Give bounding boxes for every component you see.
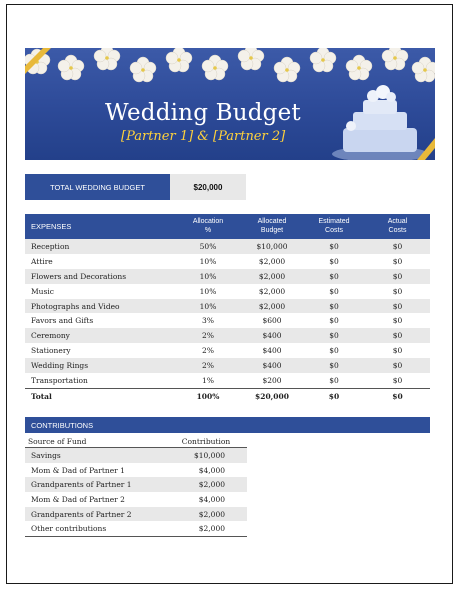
page-title: Wedding Budget xyxy=(105,100,301,126)
gold-ribbon-icon xyxy=(25,48,65,88)
fund-source[interactable]: Savings xyxy=(25,448,165,463)
expenses-header: EXPENSES xyxy=(25,214,175,239)
wedding-cake-icon xyxy=(325,78,435,160)
estimated-cost[interactable]: $0 xyxy=(303,269,365,284)
estimated-cost[interactable]: $0 xyxy=(303,299,365,314)
allocated-budget: $400 xyxy=(262,346,282,356)
list-item xyxy=(25,507,247,522)
contribution-amount[interactable]: $2,000 xyxy=(165,507,247,522)
estimated-cost[interactable]: $0 xyxy=(329,286,339,296)
fund-source[interactable]: Mom & Dad of Partner 1 xyxy=(31,465,125,475)
actual-cost[interactable]: $0 xyxy=(392,256,403,266)
actual-cost[interactable]: $0 xyxy=(365,299,430,314)
contribution-header: Contribution xyxy=(165,435,247,448)
contribution-amount[interactable]: $10,000 xyxy=(165,448,247,463)
contributions-header: CONTRIBUTIONS xyxy=(25,417,430,433)
expense-name[interactable]: Flowers and Decorations xyxy=(25,269,175,284)
estimated-costs-header xyxy=(303,214,365,239)
table-row xyxy=(25,284,430,299)
expense-name[interactable]: Transportation xyxy=(31,375,88,385)
allocated-budget: $10,000 xyxy=(241,239,303,254)
allocation-pct[interactable]: 1% xyxy=(202,375,214,385)
actual-cost[interactable]: $0 xyxy=(392,375,403,385)
estimated-cost[interactable]: $0 xyxy=(329,346,339,356)
expense-name[interactable]: Photographs and Video xyxy=(25,299,175,314)
estimated-cost[interactable]: $0 xyxy=(329,316,339,326)
contribution-amount[interactable]: $4,000 xyxy=(198,494,225,504)
expense-name[interactable]: Reception xyxy=(25,239,175,254)
table-row xyxy=(25,239,430,254)
title-banner xyxy=(25,48,435,160)
allocated-budget-header-line2: Budget xyxy=(260,226,284,234)
allocated-budget: $400 xyxy=(241,358,303,373)
table-row xyxy=(25,313,430,328)
estimated-cost[interactable]: $0 xyxy=(303,239,365,254)
source-of-fund-header: Source of Fund xyxy=(25,435,165,448)
estimated-cost[interactable]: $0 xyxy=(329,256,339,266)
actual-cost[interactable]: $0 xyxy=(392,286,403,296)
contribution-amount[interactable]: $2,000 xyxy=(165,521,247,536)
list-item xyxy=(25,463,247,478)
table-row xyxy=(25,254,430,269)
allocation-pct[interactable]: 2% xyxy=(202,346,214,356)
list-item xyxy=(25,521,247,536)
allocation-pct[interactable]: 3% xyxy=(202,316,214,326)
estimated-costs-header-line2: Costs xyxy=(325,226,343,234)
table-row xyxy=(25,343,430,358)
allocation-pct[interactable]: 10% xyxy=(175,299,241,314)
allocation-pct[interactable]: 2% xyxy=(175,358,241,373)
allocation-pct[interactable]: 10% xyxy=(199,256,217,266)
list-item xyxy=(25,477,247,492)
allocated-budget: $200 xyxy=(262,375,282,385)
list-item xyxy=(25,492,247,507)
estimated-cost[interactable]: $0 xyxy=(303,358,365,373)
list-item xyxy=(25,448,247,463)
allocated-budget: $2,000 xyxy=(241,299,303,314)
allocated-budget: $400 xyxy=(241,328,303,343)
allocated-budget-header-line1: Allocated xyxy=(257,218,287,226)
expense-name[interactable]: Favors and Gifts xyxy=(31,316,94,326)
allocation-pct-header xyxy=(175,214,241,239)
expenses-table xyxy=(25,214,430,405)
allocation-pct[interactable]: 50% xyxy=(175,239,241,254)
fund-source[interactable]: Grandparents of Partner 1 xyxy=(25,477,165,492)
actual-costs-header-line2: Costs xyxy=(388,226,407,234)
table-row xyxy=(25,358,430,373)
allocation-pct-header-line2: % xyxy=(204,226,212,234)
allocated-budget: $2,000 xyxy=(258,286,286,296)
estimated-cost[interactable]: $0 xyxy=(303,328,365,343)
allocation-pct[interactable]: 10% xyxy=(199,286,217,296)
expense-name[interactable]: Wedding Rings xyxy=(25,358,175,373)
table-row xyxy=(25,373,430,388)
table-row xyxy=(25,328,430,343)
estimated-costs-header-line1: Estimated xyxy=(318,218,350,226)
actual-costs-header-line1: Actual xyxy=(387,218,408,226)
actual-cost[interactable]: $0 xyxy=(365,239,430,254)
allocated-budget-header xyxy=(241,214,303,239)
actual-cost[interactable]: $0 xyxy=(365,269,430,284)
table-row xyxy=(25,269,430,284)
expense-name[interactable]: Ceremony xyxy=(25,328,175,343)
expense-name[interactable]: Music xyxy=(31,286,54,296)
contribution-amount[interactable]: $4,000 xyxy=(198,465,225,475)
expense-name[interactable]: Attire xyxy=(31,256,53,266)
allocation-pct[interactable]: 10% xyxy=(175,269,241,284)
expenses-header-row xyxy=(25,214,430,239)
total-estimated-cost: $0 xyxy=(303,388,365,405)
total-actual-cost: $0 xyxy=(365,388,430,405)
table-row xyxy=(25,299,430,314)
expense-name[interactable]: Stationery xyxy=(31,346,71,356)
allocation-pct-header-line1: Allocation xyxy=(192,218,224,226)
estimated-cost[interactable]: $0 xyxy=(329,375,339,385)
contribution-amount[interactable]: $2,000 xyxy=(165,477,247,492)
total-budget-label: TOTAL WEDDING BUDGET xyxy=(25,174,170,200)
total-row xyxy=(25,388,430,405)
contributions-table xyxy=(25,435,247,537)
total-label: Total xyxy=(25,388,175,405)
allocation-pct[interactable]: 2% xyxy=(175,328,241,343)
actual-cost[interactable]: $0 xyxy=(392,316,403,326)
allocated-budget: $2,000 xyxy=(258,256,286,266)
fund-source[interactable]: Other contributions xyxy=(25,521,165,536)
contributions-header-row xyxy=(25,435,247,448)
allocated-budget: $600 xyxy=(262,316,282,326)
actual-costs-header xyxy=(365,214,430,239)
partner-names-subtitle: [Partner 1] & [Partner 2] xyxy=(121,129,286,144)
fund-source[interactable]: Mom & Dad of Partner 2 xyxy=(31,494,125,504)
allocated-budget: $2,000 xyxy=(241,269,303,284)
total-allocation-pct: 100% xyxy=(175,388,241,405)
actual-cost[interactable]: $0 xyxy=(392,346,403,356)
total-allocated-budget: $20,000 xyxy=(241,388,303,405)
total-budget-value[interactable]: $20,000 xyxy=(170,174,246,200)
actual-cost[interactable]: $0 xyxy=(365,328,430,343)
actual-cost[interactable]: $0 xyxy=(365,358,430,373)
fund-source[interactable]: Grandparents of Partner 2 xyxy=(25,507,165,522)
